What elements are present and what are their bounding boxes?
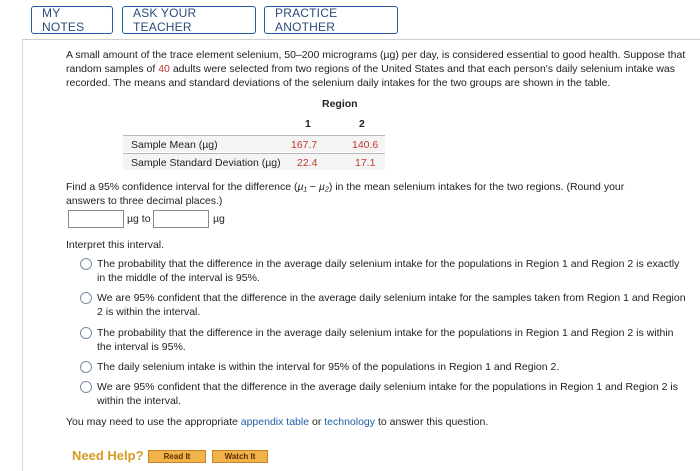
ask-your-teacher-button[interactable]: ASK YOUR TEACHER (122, 6, 256, 34)
sd-region-2: 17.1 (355, 157, 376, 169)
question-text-before: Find a 95% confidence interval for the difference ( (66, 181, 298, 193)
option-text: The daily selenium intake is within the interval for 95% of the populations in Region 1 and Region 2. (97, 361, 560, 373)
row-label-sd: Sample Standard Deviation (µg) (131, 157, 281, 169)
radio-button[interactable] (80, 361, 92, 373)
region-header: Region (322, 98, 358, 110)
option-text: We are 95% confident that the difference in the average daily selenium intake for the samples taken from Region 1 and Region 2 is within the interval. (97, 292, 686, 318)
table-row (123, 135, 385, 152)
lower-bound-input[interactable] (68, 210, 124, 228)
unit-to-label: µg to (127, 213, 151, 225)
table-row (123, 153, 385, 170)
appendix-table-link[interactable]: appendix table (240, 416, 310, 428)
resource-note (66, 416, 488, 428)
practice-another-button[interactable]: PRACTICE ANOTHER (264, 6, 398, 34)
radio-button[interactable] (80, 381, 92, 393)
question-prompt (66, 180, 666, 208)
question-panel (22, 40, 700, 471)
region-1-header: 1 (305, 118, 311, 130)
watch-it-button[interactable]: Watch It (212, 450, 268, 463)
intro-text-before: A small amount of the trace element selenium, 50–200 micrograms (µg) per day, is considered essential to good health. Suppose that random samples of (66, 49, 686, 75)
radio-button[interactable] (80, 292, 92, 304)
need-help-label: Need Help? (72, 448, 144, 463)
radio-button[interactable] (80, 327, 92, 339)
option-text: The probability that the difference in the average daily selenium intake for the populations in Region 1 and Region 2 is within the interval is 95%. (97, 327, 674, 353)
sample-size-value: 40 (158, 63, 170, 75)
radio-button[interactable] (80, 258, 92, 270)
note-text-mid: or (309, 416, 325, 428)
top-toolbar (22, 0, 700, 40)
intro-text-after: adults were selected from two regions of the United States and that each person's daily selenium intake was recorded. The means and standard deviations of the selenium daily intakes for the two groups are shown in the table. (66, 63, 676, 89)
option-text: The probability that the difference in the average daily selenium intake for the populations in Region 1 and Region 2 is exactly in the middle of the interval is 95%. (97, 258, 680, 284)
upper-bound-input[interactable] (153, 210, 209, 228)
mean-region-1: 167.7 (291, 139, 318, 151)
unit-label: µg (213, 213, 225, 225)
row-label-mean: Sample Mean (µg) (131, 139, 218, 151)
mu-difference-expr: µ₁ − µ₂ (297, 181, 329, 193)
region-2-header: 2 (359, 118, 365, 130)
problem-intro (66, 48, 696, 90)
my-notes-button[interactable]: MY NOTES (31, 6, 113, 34)
note-text-before: You may need to use the appropriate (66, 416, 241, 428)
note-text-after: to answer this question. (375, 416, 489, 428)
question-text-after: ) in the mean selenium intakes for the two regions. (Round your answers to three decimal places.) (66, 181, 625, 207)
read-it-button[interactable]: Read It (148, 450, 206, 463)
option-text: We are 95% confident that the difference in the average daily selenium intake for the populations in Region 1 and Region 2 is within the interval. (97, 381, 678, 407)
mean-region-2: 140.6 (352, 139, 379, 151)
sd-region-1: 22.4 (297, 157, 318, 169)
interpret-prompt: Interpret this interval. (66, 239, 165, 251)
technology-link[interactable]: technology (324, 416, 376, 428)
